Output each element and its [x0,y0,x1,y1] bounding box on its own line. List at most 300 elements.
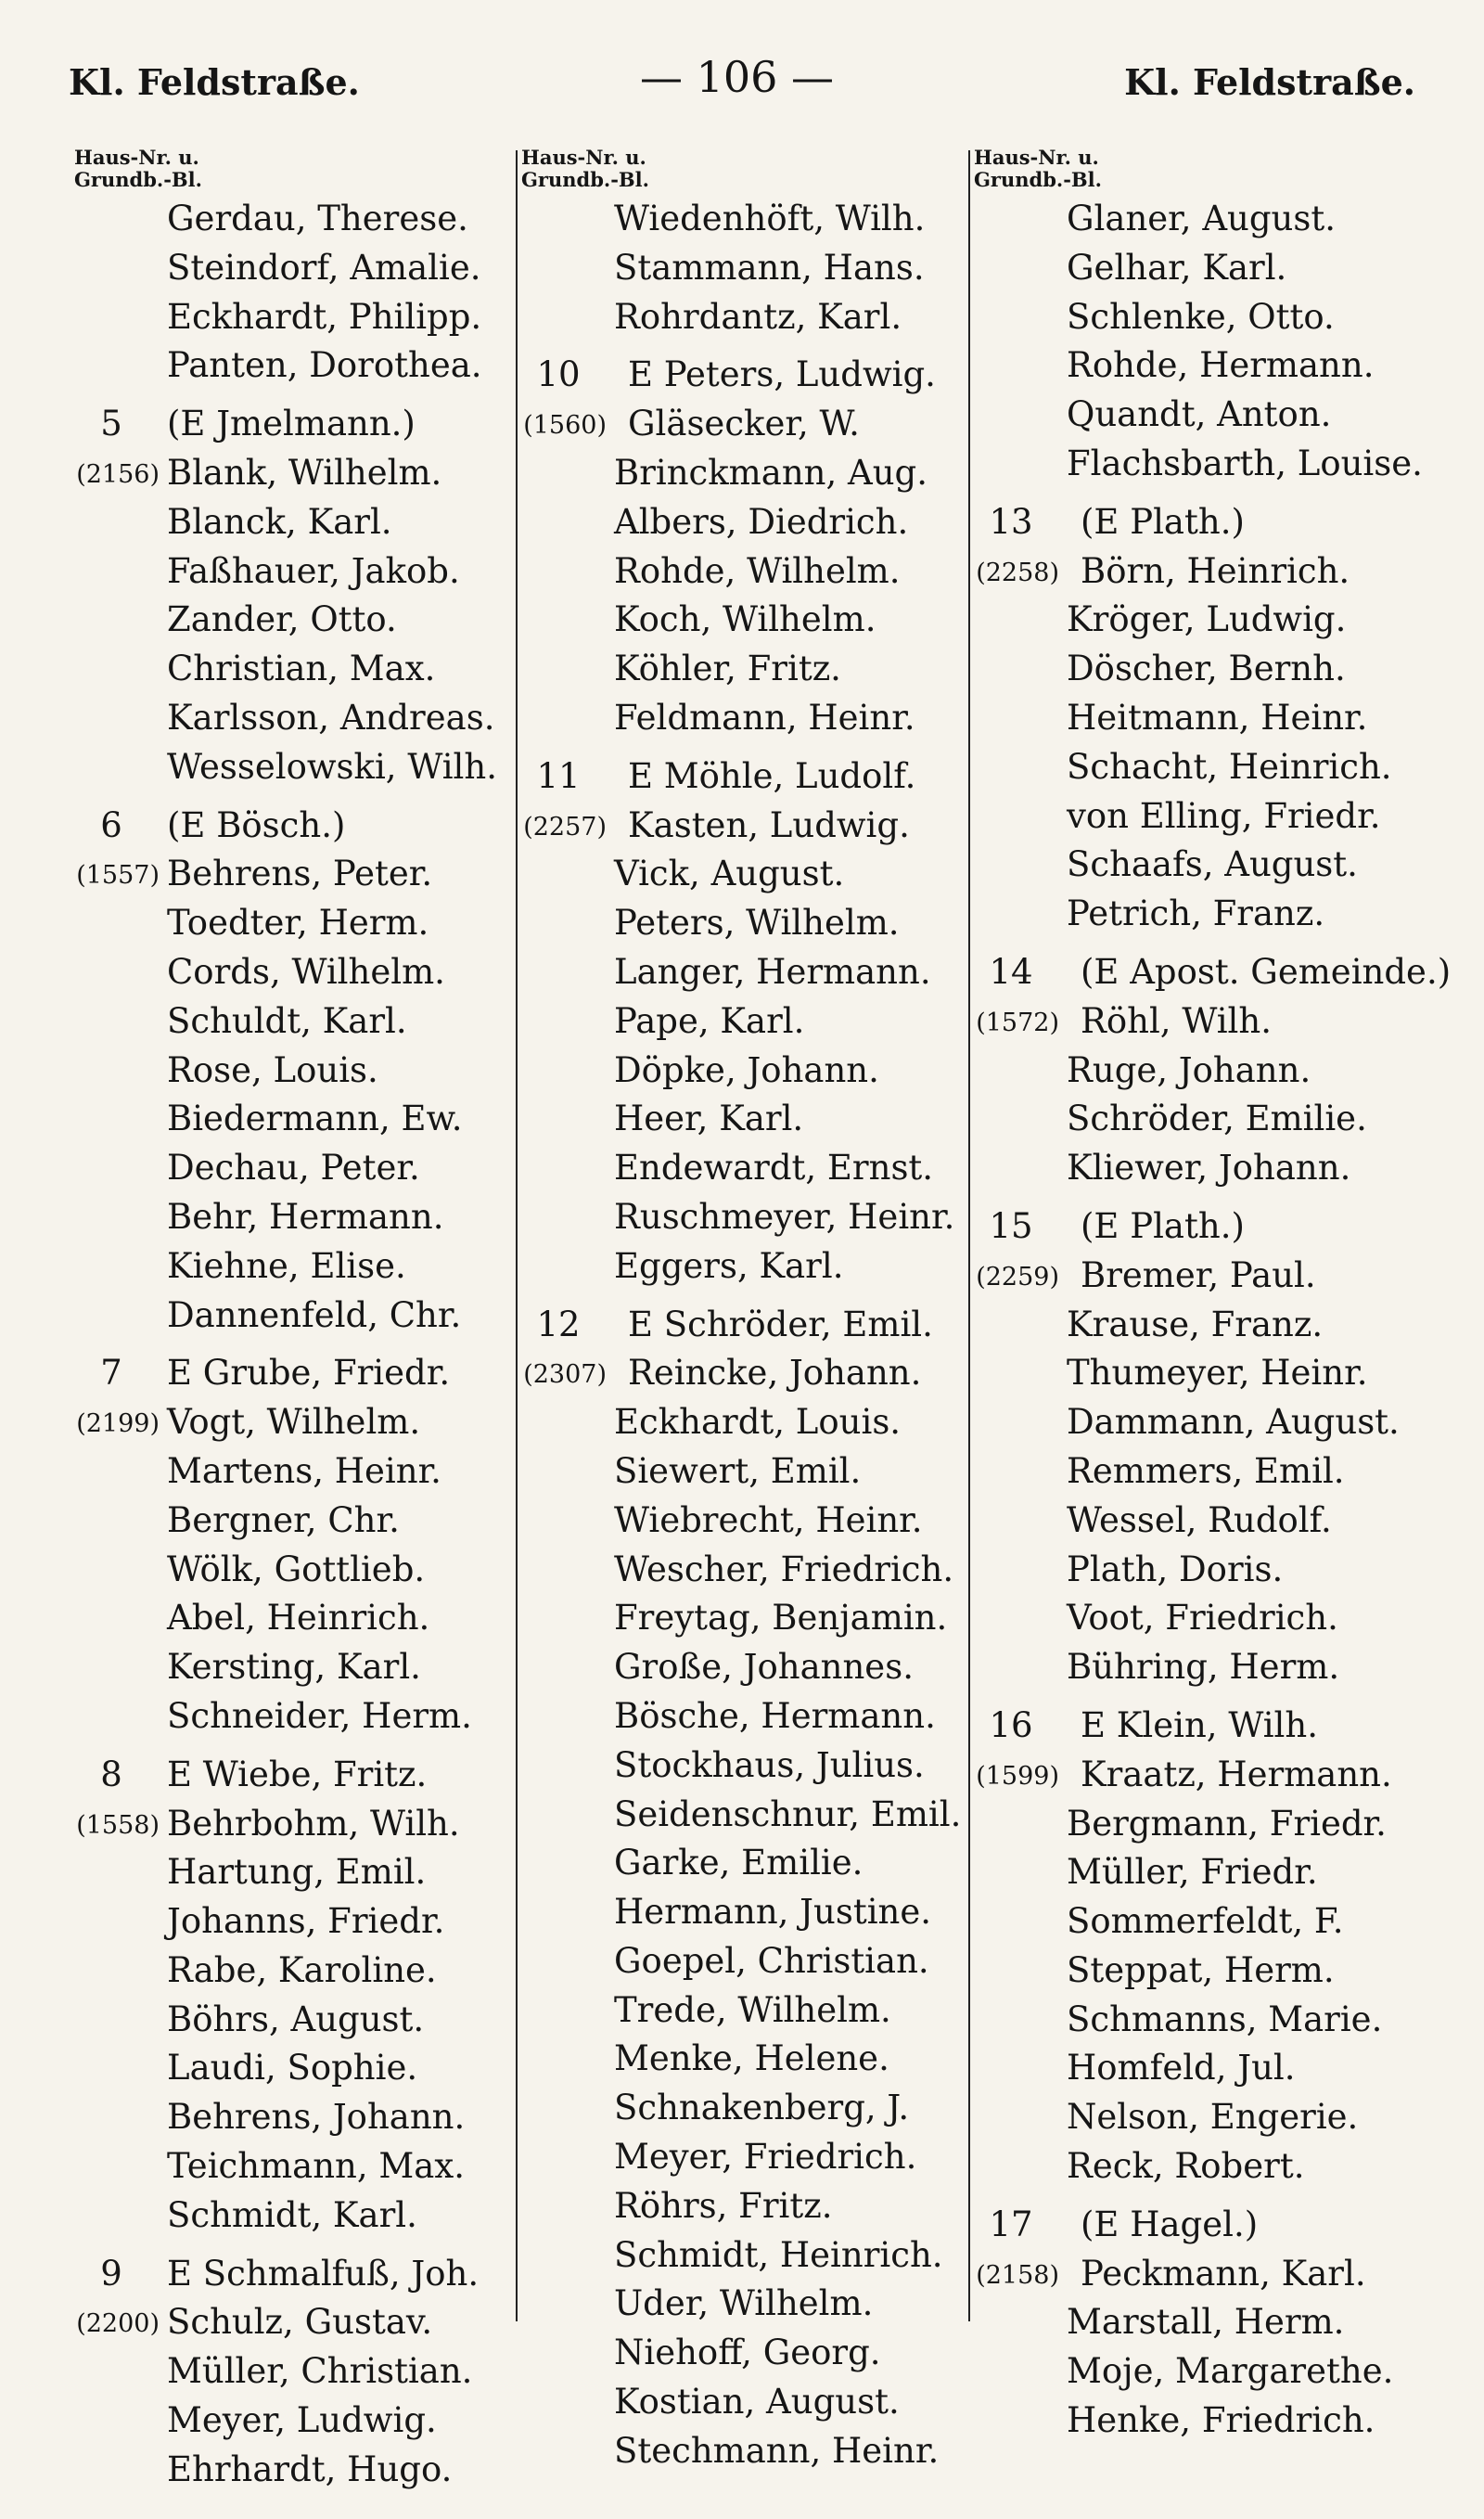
directory-entry [974,1800,1428,1849]
page-header [0,52,1484,113]
directory-entry [521,1546,976,1595]
directory-column-1 [74,147,529,2495]
entry-spacer [521,743,976,752]
resident-name: von Elling, Friedr. [1067,795,1381,836]
directory-column-3 [974,146,1452,2446]
grundbuch-number: (2199) [76,1409,160,1439]
resident-name: Kröger, Ludwig. [1067,599,1347,640]
directory-entry [974,1301,1428,1350]
resident-name: Menke, Helene. [614,2038,889,2079]
resident-name: Große, Johannes. [614,1647,914,1688]
directory-entry [974,1751,1428,1800]
house-number: 9 [100,2253,122,2294]
directory-entry [521,1594,976,1643]
resident-name: Ruschmeyer, Heinr. [614,1196,955,1237]
directory-entry [521,1497,976,1546]
resident-name: Thumeyer, Heinr. [1067,1353,1368,1394]
directory-entry [974,1497,1428,1546]
running-head-right: Kl. Feldstraße. [1124,61,1415,103]
directory-entry [521,195,976,244]
resident-name: Bergmann, Friedr. [1067,1803,1387,1844]
resident-name: Garke, Emilie. [614,1843,864,1883]
directory-entry [974,948,1452,997]
directory-entry [521,802,976,851]
resident-name: Plath, Doris. [1067,1549,1284,1589]
resident-name: Martens, Heinr. [167,1450,441,1491]
directory-entry [521,2133,976,2182]
house-number: 5 [100,404,122,444]
resident-name: Kliewer, Johann. [1067,1148,1351,1189]
directory-entry [521,1447,976,1497]
resident-name: Behrens, Johann. [167,2097,466,2138]
column-heading [974,147,1428,195]
house-number: 12 [536,1304,581,1344]
directory-entry [521,547,976,597]
directory-entry [521,1398,976,1447]
directory-entry [974,645,1428,694]
resident-name: Voot, Friedrich. [1067,1598,1338,1639]
resident-name: Siewert, Emil. [614,1450,862,1491]
directory-entry [974,1349,1428,1398]
directory-entry [74,400,529,449]
resident-name: Stammann, Hans. [614,247,925,288]
entry-list [74,195,529,2495]
resident-name: Dannenfeld, Chr. [167,1294,462,1335]
house-number: 8 [100,1754,122,1794]
directory-entry [74,1193,529,1242]
directory-entry [74,1897,529,1947]
resident-name: Wescher, Friedrich. [614,1549,954,1589]
resident-name: Uder, Wilhelm. [614,2283,874,2324]
directory-entry [974,2397,1428,2446]
entry-spacer [974,489,1428,498]
directory-entry [521,1242,976,1292]
directory-entry [521,244,976,293]
house-number: 11 [536,755,581,796]
house-number: 14 [989,951,1033,992]
directory-entry [521,1791,976,1840]
resident-name: Wiedenhöft, Wilh. [614,199,926,238]
resident-name: Karlsson, Andreas. [167,697,495,738]
resident-name: Sommerfeldt, F. [1067,1901,1344,1942]
directory-entry [74,1144,529,1193]
directory-entry [521,694,976,743]
resident-name: Ruge, Johann. [1067,1049,1311,1090]
directory-entry [974,1546,1428,1595]
directory-entry [974,293,1428,342]
resident-name: Biedermann, Ew. [167,1099,463,1139]
directory-entry [974,1202,1428,1252]
resident-name: Blanck, Karl. [167,501,392,542]
directory-entry [974,1848,1428,1897]
resident-name: Heer, Karl. [614,1099,804,1139]
resident-name: (E Plath.) [1081,501,1245,542]
resident-name: Müller, Friedr. [1067,1852,1318,1893]
directory-entry [974,2347,1428,2397]
entry-spacer [74,2241,529,2250]
entry-spacer [974,1692,1428,1702]
directory-entry [521,1986,976,2036]
directory-entry [521,449,976,498]
directory-entry [74,1996,529,2045]
resident-name: Kiehne, Elise. [167,1245,406,1286]
directory-entry [74,547,529,597]
column-heading-line2: Grundb.-Bl. [974,168,1102,191]
resident-name: Reincke, Johann. [628,1353,922,1394]
resident-name: (E Jmelmann.) [167,404,416,444]
directory-entry [74,802,529,851]
grundbuch-number: (1572) [976,1008,1059,1037]
directory-entry [521,2231,976,2281]
directory-entry [74,850,529,899]
resident-name: E Möhle, Ludolf. [628,755,916,796]
resident-name: Bergner, Chr. [167,1499,400,1540]
directory-entry [74,1546,529,1595]
resident-name: Toedter, Herm. [167,903,429,944]
resident-name: Stockhaus, Julius. [614,1744,925,1785]
column-heading [74,147,529,195]
grundbuch-number: (2259) [976,1262,1059,1292]
directory-entry [74,2446,529,2495]
resident-name: E Schmalfuß, Joh. [167,2253,480,2294]
directory-entry [521,2035,976,2084]
grundbuch-number: (2258) [976,558,1059,587]
directory-entry [521,2182,976,2231]
resident-name: Remmers, Emil. [1067,1450,1345,1491]
resident-name: Krause, Franz. [1067,1304,1324,1344]
resident-name: Albers, Diedrich. [614,501,909,542]
resident-name: Bremer, Paul. [1081,1254,1316,1295]
entry-list [521,195,976,2476]
directory-entry [521,1888,976,1937]
directory-entry [974,1398,1428,1447]
resident-name: Müller, Christian. [167,2351,473,2392]
directory-entry [74,1692,529,1741]
directory-entry [521,2329,976,2378]
resident-name: (E Bösch.) [167,804,346,845]
directory-entry [74,1497,529,1546]
resident-name: Schacht, Heinrich. [1067,746,1392,787]
grundbuch-number: (1557) [76,861,160,891]
resident-name: Christian, Max. [167,649,436,689]
entry-list [974,195,1452,2446]
directory-entry [74,293,529,342]
resident-name: Schaafs, August. [1067,844,1358,885]
directory-entry [74,1398,529,1447]
directory-entry [74,1095,529,1144]
entry-spacer [521,1292,976,1301]
directory-entry [974,2044,1428,2093]
directory-entry [974,2142,1428,2191]
directory-entry [974,1095,1428,1144]
directory-entry [974,498,1428,547]
resident-name: Kostian, August. [614,2382,900,2423]
directory-entry [74,1751,529,1800]
resident-name: Behr, Hermann. [167,1196,444,1237]
resident-name: Schlenke, Otto. [1067,296,1335,337]
resident-name: Seidenschnur, Emil. [614,1793,962,1834]
grundbuch-number: (2156) [76,459,160,489]
directory-entry [521,1741,976,1791]
resident-name: Wiebrecht, Heinr. [614,1499,923,1540]
house-number: 15 [989,1205,1033,1246]
resident-name: Eckhardt, Philipp. [167,296,482,337]
directory-entry [974,2250,1428,2299]
resident-name: Wölk, Gottlieb. [167,1549,426,1589]
directory-entry [74,694,529,743]
resident-name: Teichmann, Max. [167,2146,465,2187]
resident-name: Hermann, Justine. [614,1892,932,1933]
resident-name: Stechmann, Heinr. [614,2430,940,2471]
directory-entry [74,1800,529,1849]
resident-name: Nelson, Engerie. [1067,2097,1359,2138]
grundbuch-number: (2200) [76,2309,160,2339]
resident-name: Petrich, Franz. [1067,893,1325,934]
resident-name: (E Hagel.) [1081,2204,1259,2244]
resident-name: Cords, Wilhelm. [167,951,445,992]
resident-name: Peckmann, Karl. [1081,2253,1366,2294]
directory-entry [974,2201,1428,2250]
resident-name: Flachsbarth, Louise. [1067,443,1423,483]
directory-entry [74,449,529,498]
resident-name: Schmidt, Heinrich. [614,2234,943,2275]
directory-column-2 [521,147,976,2476]
entry-spacer [974,1193,1428,1202]
resident-name: Gelhar, Karl. [1067,247,1287,288]
resident-name: Behrbohm, Wilh. [167,1803,460,1844]
resident-name: Feldmann, Heinr. [614,697,915,738]
entry-spacer [521,341,976,351]
house-number: 16 [989,1704,1033,1745]
resident-name: Köhler, Fritz. [614,649,841,689]
resident-name: Schmanns, Marie. [1067,1998,1383,2039]
resident-name: Johanns, Friedr. [167,1901,445,1942]
resident-name: Schröder, Emilie. [1067,1099,1367,1139]
directory-entry [74,2142,529,2191]
entry-spacer [74,1741,529,1751]
directory-entry [521,948,976,997]
directory-entry [521,1937,976,1986]
resident-name: Steindorf, Amalie. [167,247,481,288]
house-number: 13 [989,501,1033,542]
grundbuch-number: (2158) [976,2260,1059,2290]
directory-entry [974,1897,1428,1947]
resident-name: Reck, Robert. [1067,2146,1305,2187]
directory-entry [74,997,529,1047]
directory-entry [974,1594,1428,1643]
directory-entry [521,351,976,400]
directory-entry [974,1702,1428,1751]
resident-name: Niehoff, Georg. [614,2333,881,2373]
directory-entry [974,841,1428,890]
directory-entry [974,440,1428,489]
directory-entry [74,1349,529,1398]
directory-entry [521,2427,976,2476]
directory-entry [521,1643,976,1692]
resident-name: Dammann, August. [1067,1402,1400,1443]
resident-name: Zander, Otto. [167,599,397,640]
directory-entry [974,547,1428,597]
directory-entry [74,1594,529,1643]
resident-name: Gläsecker, W. [628,404,860,444]
house-number: 7 [100,1353,122,1394]
grundbuch-number: (2257) [523,812,607,842]
resident-name: Kasten, Ludwig. [628,804,910,845]
resident-name: Schnakenberg, J. [614,2088,910,2128]
column-heading [521,147,976,195]
page-number: — 106 — [640,52,835,102]
resident-name: E Schröder, Emil. [628,1304,933,1344]
resident-name: Heitmann, Heinr. [1067,697,1368,738]
resident-name: Brinckmann, Aug. [614,452,928,493]
directory-entry [974,1947,1428,1996]
directory-entry [974,1144,1428,1193]
house-number: 6 [100,804,122,845]
directory-entry [74,596,529,645]
column-heading-line1: Haus-Nr. u. [521,146,646,169]
resident-name: Panten, Dorothea. [167,345,482,386]
resident-name: Döpke, Johann. [614,1049,879,1090]
column-heading-line2: Grundb.-Bl. [74,168,202,191]
directory-entry [521,997,976,1047]
directory-entry [521,400,976,449]
directory-entry [974,792,1428,842]
directory-entry [521,596,976,645]
resident-name: Kersting, Karl. [167,1647,421,1688]
resident-name: E Grube, Friedr. [167,1353,451,1394]
directory-entry [74,2250,529,2299]
entry-spacer [974,2191,1428,2201]
resident-name: Glaner, August. [1067,199,1337,238]
resident-name: Peters, Wilhelm. [614,903,900,944]
directory-entry [521,293,976,342]
resident-name: Homfeld, Jul. [1067,2048,1296,2088]
entry-spacer [974,939,1428,948]
resident-name: Henke, Friedrich. [1067,2400,1375,2441]
directory-entry [974,1047,1428,1096]
entry-spacer [74,792,529,802]
directory-entry [74,1292,529,1341]
resident-name: Rohde, Hermann. [1067,345,1375,386]
directory-entry [74,2397,529,2446]
resident-name: Endewardt, Ernst. [614,1148,934,1189]
directory-entry [74,244,529,293]
resident-name: Laudi, Sophie. [167,2048,418,2088]
resident-name: Trede, Wilhelm. [614,1989,891,2030]
resident-name: Gerdau, Therese. [167,199,468,238]
directory-entry [521,645,976,694]
directory-entry [521,1095,976,1144]
directory-entry [521,1301,976,1350]
directory-entry [74,195,529,244]
resident-name: Vick, August. [614,854,845,894]
resident-name: Abel, Heinrich. [167,1598,430,1639]
directory-entry [521,850,976,899]
resident-name: Eggers, Karl. [614,1245,844,1286]
directory-entry [521,2084,976,2133]
directory-entry [74,1242,529,1292]
resident-name: (E Apost. Gemeinde.) [1081,951,1452,992]
directory-entry [974,341,1428,391]
directory-entry [521,2378,976,2427]
directory-entry [521,1692,976,1741]
directory-entry [74,743,529,792]
directory-entry [521,498,976,547]
resident-name: Quandt, Anton. [1067,394,1332,435]
resident-name: Pape, Karl. [614,1000,805,1041]
resident-name: Behrens, Peter. [167,854,433,894]
directory-entry [74,948,529,997]
directory-entry [974,743,1428,792]
grundbuch-number: (2307) [523,1360,607,1390]
directory-entry [74,2044,529,2093]
directory-entry [74,498,529,547]
directory-entry [974,1447,1428,1497]
resident-name: Rohde, Wilhelm. [614,550,901,591]
directory-entry [521,899,976,948]
directory-entry [74,1947,529,1996]
grundbuch-number: (1560) [523,411,607,441]
entry-spacer [74,1340,529,1349]
directory-entry [974,1643,1428,1692]
directory-entry [74,2298,529,2347]
directory-entry [521,1047,976,1096]
directory-entry [74,2347,529,2397]
directory-entry [974,1996,1428,2045]
directory-entry [974,244,1428,293]
directory-entry [521,1349,976,1398]
house-number: 10 [536,354,581,395]
column-heading-line1: Haus-Nr. u. [74,146,199,169]
resident-name: Rose, Louis. [167,1049,378,1090]
directory-entry [521,2280,976,2329]
resident-name: Bösche, Hermann. [614,1695,936,1736]
resident-name: Rohrdantz, Karl. [614,296,902,337]
directory-entry [74,2191,529,2241]
entry-spacer [74,391,529,400]
resident-name: Meyer, Ludwig. [167,2400,437,2441]
resident-name: Faßhauer, Jakob. [167,550,460,591]
resident-name: Wesselowski, Wilh. [167,746,497,787]
resident-name: Moje, Margarethe. [1067,2351,1394,2392]
directory-entry [74,1848,529,1897]
directory-entry [974,2298,1428,2347]
resident-name: Döscher, Bernh. [1067,649,1346,689]
resident-name: Langer, Hermann. [614,951,931,992]
resident-name: Hartung, Emil. [167,1852,427,1893]
resident-name: Marstall, Herm. [1067,2302,1345,2343]
resident-name: Börn, Heinrich. [1081,550,1350,591]
resident-name: Dechau, Peter. [167,1148,420,1189]
house-number: 17 [989,2204,1033,2244]
resident-name: Wessel, Rudolf. [1067,1499,1332,1540]
directory-entry [974,1252,1428,1301]
grundbuch-number: (1599) [976,1761,1059,1791]
resident-name: Eckhardt, Louis. [614,1402,902,1443]
directory-entry [521,1193,976,1242]
directory-entry [74,1643,529,1692]
directory-entry [974,2093,1428,2142]
directory-entry [974,997,1428,1047]
resident-name: Meyer, Friedrich. [614,2137,917,2178]
resident-name: E Klein, Wilh. [1081,1704,1318,1745]
resident-name: Goepel, Christian. [614,1940,929,1981]
column-heading-line1: Haus-Nr. u. [974,146,1099,169]
directory-entry [521,1144,976,1193]
resident-name: Rabe, Karoline. [167,1949,437,1990]
resident-name: E Wiebe, Fritz. [167,1754,428,1794]
directory-entry [74,645,529,694]
